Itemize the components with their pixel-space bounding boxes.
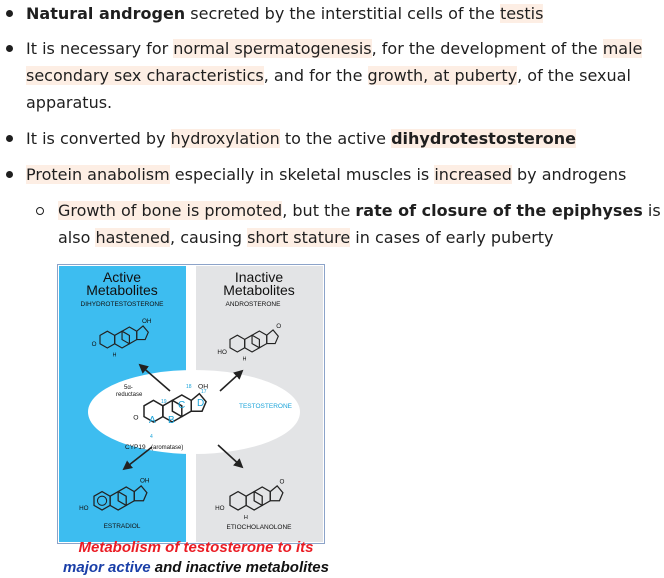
cyp19-label: CYP19 <box>125 444 146 451</box>
sub-bullet-circle <box>36 207 44 215</box>
text-segment: It is converted by <box>26 129 171 148</box>
bold-text: Natural androgen <box>26 4 186 23</box>
text-segment: in cases of early puberty <box>350 228 554 247</box>
carbon-19-label: 19 <box>161 399 167 405</box>
carbon-4-label: 4 <box>150 434 153 440</box>
dht-label: DIHYDROTESTOSTERONE <box>80 301 164 308</box>
text-segment: to the active <box>279 129 392 148</box>
etiocholanolone-label: ETIOCHOLANOLONE <box>226 524 292 531</box>
text-segment: , for the development of the <box>371 39 603 58</box>
bullet-dot <box>6 45 13 52</box>
text-segment: , causing <box>170 228 248 247</box>
svg-text:O: O <box>91 340 97 348</box>
aromatase-label: (aromatase) <box>151 445 184 451</box>
caption-line-1: Metabolism of testosterone to its <box>78 539 314 556</box>
testosterone-metabolism-figure <box>57 264 325 544</box>
svg-text:OH: OH <box>140 477 150 485</box>
sub-bullet-item-1 <box>58 197 662 251</box>
bullet-dot <box>6 171 13 178</box>
svg-text:H: H <box>243 515 248 522</box>
highlighted-text: dihydrotestosterone <box>391 129 576 148</box>
svg-text:H: H <box>242 356 247 363</box>
text-segment: , but the <box>282 201 356 220</box>
bullet-item-1 <box>26 0 658 27</box>
highlighted-text: male secondary sex characteristics <box>26 39 643 85</box>
inactive-header-line1: Inactive <box>234 269 284 285</box>
highlighted-text: Growth of bone is promoted <box>58 201 283 220</box>
bullet-dot <box>6 135 13 142</box>
metabolism-diagram <box>58 265 324 543</box>
bullet-item-2 <box>26 35 658 116</box>
highlighted-text: Protein anabolism <box>26 165 170 184</box>
highlighted-text: short stature <box>247 228 351 247</box>
highlighted-text: hydroxylation <box>170 129 280 148</box>
testosterone-ellipse <box>88 370 300 454</box>
highlighted-text: hastened <box>95 228 171 247</box>
text-segment: It is necessary for <box>26 39 174 58</box>
text-segment: , and for the <box>263 66 368 85</box>
svg-text:OH: OH <box>142 317 152 325</box>
bullet-item-3 <box>26 125 658 152</box>
svg-text:O: O <box>133 414 139 422</box>
ring-d-label: D <box>197 398 205 409</box>
text-segment: is also <box>58 201 661 247</box>
highlighted-text: growth, at puberty <box>367 66 518 85</box>
estradiol-label: ESTRADIOL <box>103 523 141 530</box>
text-segment: secreted by the interstitial cells of the <box>185 4 500 23</box>
svg-text:HO: HO <box>217 349 227 357</box>
caption-line-2: major active and inactive metabolites <box>63 559 329 576</box>
inactive-header-line2: Metabolites <box>223 282 295 298</box>
bold-text: rate of closure of the epiphyses <box>355 201 643 220</box>
svg-text:O: O <box>276 322 282 330</box>
svg-text:H: H <box>112 352 117 359</box>
figure-caption <box>0 538 392 578</box>
highlighted-text: increased <box>434 165 512 184</box>
active-header-line1: Active <box>102 269 142 285</box>
highlighted-text: testis <box>499 4 544 23</box>
text-segment: , of the sexual apparatus. <box>26 66 631 112</box>
svg-text:OH: OH <box>198 383 209 391</box>
testosterone-label: TESTOSTERONE <box>239 403 292 410</box>
bullet-dot <box>6 10 13 17</box>
reductase-label-line1: 5α- <box>124 385 133 391</box>
ring-b-label: B <box>168 415 175 426</box>
active-header-line2: Metabolites <box>86 282 158 298</box>
reductase-label-line2: reductase <box>116 392 143 398</box>
svg-text:HO: HO <box>79 505 89 512</box>
bullet-item-4 <box>26 161 658 188</box>
androsterone-label: ANDROSTERONE <box>225 301 281 308</box>
text-segment: especially in skeletal muscles is <box>169 165 435 184</box>
svg-text:HO: HO <box>215 505 225 512</box>
text-segment: by androgens <box>511 165 627 184</box>
highlighted-text: normal spermatogenesis <box>173 39 372 58</box>
carbon-18-label: 18 <box>186 384 192 390</box>
ring-a-label: A <box>149 415 156 426</box>
ring-c-label: C <box>178 400 186 411</box>
svg-text:O: O <box>279 478 285 486</box>
carbon-17-label: 17 <box>201 389 207 395</box>
